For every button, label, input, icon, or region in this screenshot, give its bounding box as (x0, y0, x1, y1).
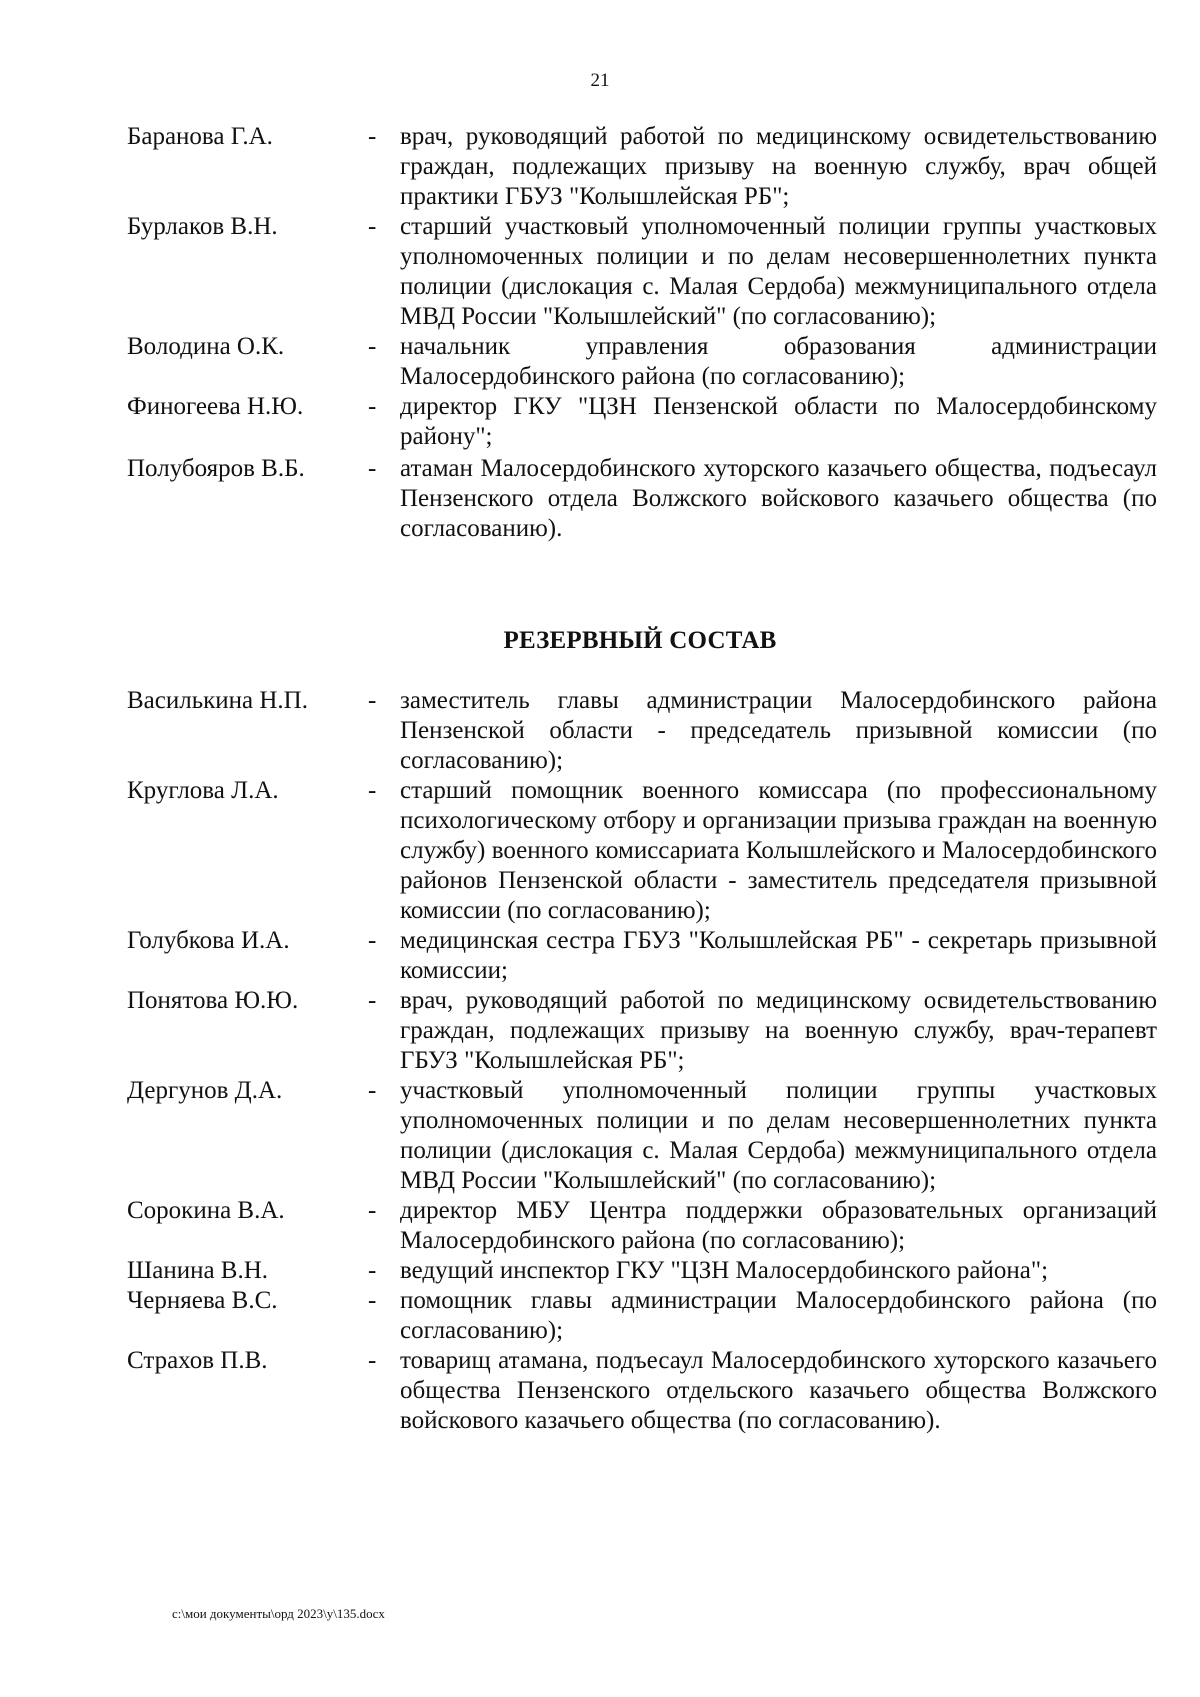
member-description: старший помощник военного комиссара (по профессиональному психологическому отбору и организации призыва граждан на военную службу) военного комиссариата Колышлейского и Малосердобинского районов Пензенской области - заместитель председателя призывной комиссии (по согласованию); (400, 777, 1157, 924)
member-entry (127, 1076, 1157, 1196)
member-dash: - (368, 455, 377, 482)
member-dash: - (368, 123, 377, 150)
member-entry (127, 212, 1157, 332)
main-members-section (127, 122, 1157, 544)
member-entry (127, 392, 1157, 452)
member-name: Василькина Н.П. (127, 687, 308, 714)
member-dash: - (368, 1257, 377, 1284)
member-entry (127, 1346, 1157, 1436)
member-dash: - (368, 1347, 377, 1374)
member-description: врач, руководящий работой по медицинскому освидетельствованию граждан, подлежащих призыву на военную службу, врач общей практики ГБУЗ "Колышлейская РБ"; (400, 123, 1157, 210)
member-name: Баранова Г.А. (127, 123, 273, 150)
reserve-members-section (127, 686, 1157, 1436)
page-number: 21 (590, 70, 610, 91)
member-entry (127, 1256, 1157, 1286)
member-name: Голубкова И.А. (127, 927, 290, 954)
member-dash: - (368, 1077, 377, 1104)
member-description: помощник главы администрации Малосердобинского района (по согласованию); (400, 1287, 1157, 1344)
member-name: Финогеева Н.Ю. (127, 393, 304, 420)
member-entry (127, 454, 1157, 544)
reserve-heading: РЕЗЕРВНЫЙ СОСТАВ (503, 627, 777, 654)
member-entry (127, 122, 1157, 212)
member-description: начальник управления образования администрации Малосердобинского района (по согласованию); (400, 333, 1157, 390)
member-name: Понятова Ю.Ю. (127, 987, 299, 1014)
member-entry (127, 776, 1157, 926)
member-entry (127, 1196, 1157, 1256)
member-name: Бурлаков В.Н. (127, 213, 278, 240)
member-name: Сорокина В.А. (127, 1197, 285, 1224)
member-dash: - (368, 987, 377, 1014)
member-name: Страхов П.В. (127, 1347, 268, 1374)
member-name: Володина О.К. (127, 333, 285, 360)
member-description: врач, руководящий работой по медицинскому освидетельствованию граждан, подлежащих призыву на военную службу, врач-терапевт ГБУЗ "Колышлейская РБ"; (400, 987, 1157, 1074)
member-description: атаман Малосердобинского хуторского казачьего общества, подъесаул Пензенского отдела Волжского войскового казачьего общества (по согласованию). (400, 455, 1157, 542)
member-dash: - (368, 213, 377, 240)
member-dash: - (368, 1197, 377, 1224)
member-description: ведущий инспектор ГКУ "ЦЗН Малосердобинского района"; (400, 1257, 1049, 1284)
member-entry (127, 332, 1157, 392)
member-description: медицинская сестра ГБУЗ "Колышлейская РБ" - секретарь призывной комиссии; (400, 927, 1157, 984)
member-description: старший участковый уполномоченный полиции группы участковых уполномоченных полиции и по делам несовершеннолетних пункта полиции (дислокация с. Малая Сердоба) межмуниципального отдела МВД России "Колышлейский" (по согласованию); (400, 213, 1157, 330)
member-dash: - (368, 393, 377, 420)
member-name: Дергунов Д.А. (127, 1077, 283, 1104)
member-name: Полубояров В.Б. (127, 455, 305, 482)
member-dash: - (368, 687, 377, 714)
member-description: директор ГКУ "ЦЗН Пензенской области по Малосердобинскому району"; (400, 393, 1157, 450)
member-name: Шанина В.Н. (127, 1257, 269, 1284)
member-name: Круглова Л.А. (127, 777, 279, 804)
member-dash: - (368, 1287, 377, 1314)
member-name: Черняева В.С. (127, 1287, 278, 1314)
member-entry (127, 926, 1157, 986)
member-entry (127, 986, 1157, 1076)
member-description: директор МБУ Центра поддержки образовательных организаций Малосердобинского района (по согласованию); (400, 1197, 1157, 1254)
member-dash: - (368, 927, 377, 954)
member-description: заместитель главы администрации Малосердобинского района Пензенской области - председатель призывной комиссии (по согласованию); (400, 687, 1157, 774)
member-entry (127, 686, 1157, 776)
file-path-footer: c:\мои документы\орд 2023\у\135.docx (172, 1606, 385, 1621)
member-description: товарищ атамана, подъесаул Малосердобинского хуторского казачьего общества Пензенского отдельского казачьего общества Волжского войскового казачьего общества (по согласованию). (400, 1347, 1157, 1434)
member-description: участковый уполномоченный полиции группы участковых уполномоченных полиции и по делам несовершеннолетних пункта полиции (дислокация с. Малая Сердоба) межмуниципального отдела МВД России "Колышлейский" (по согласованию); (400, 1077, 1157, 1194)
member-dash: - (368, 333, 377, 360)
member-entry (127, 1286, 1157, 1346)
member-dash: - (368, 777, 377, 804)
